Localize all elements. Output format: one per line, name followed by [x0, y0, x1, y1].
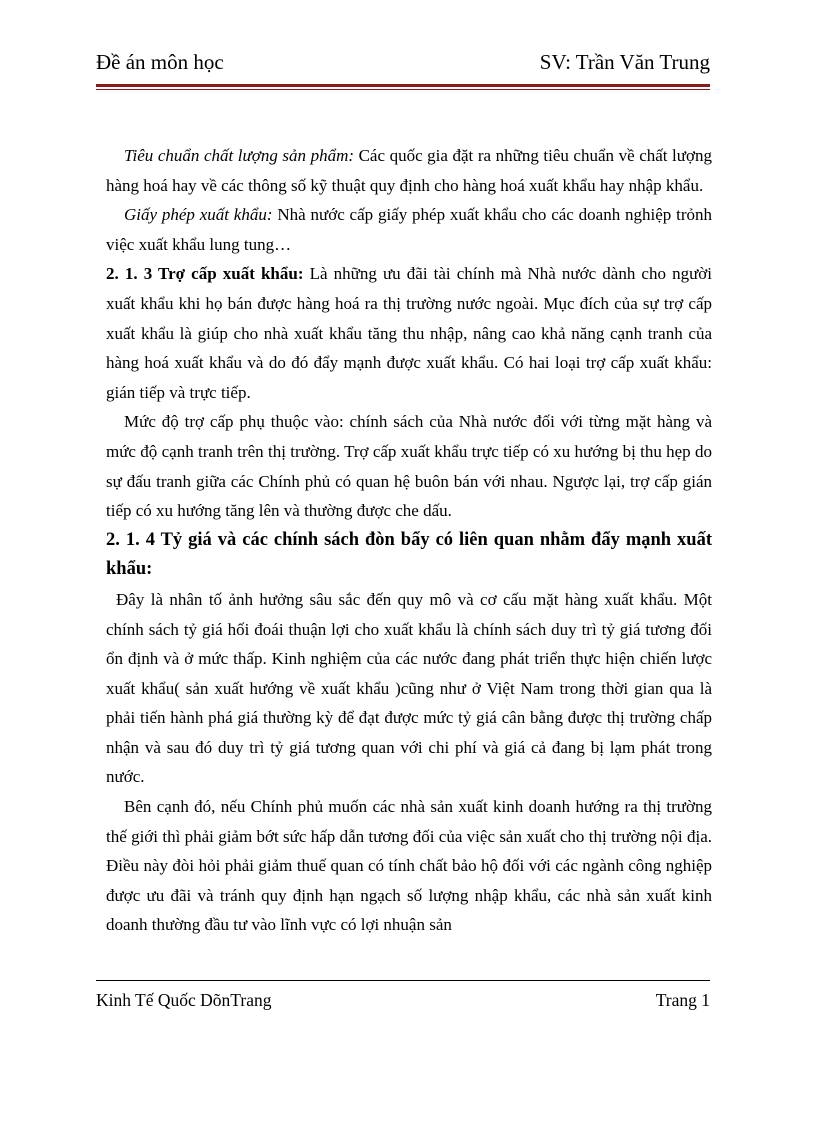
header-rule	[96, 84, 710, 91]
paragraph-text: Là những ưu đãi tài chính mà Nhà nước dành cho người xuất khẩu khi họ bán được hàng hoá ra thị trường nước ngoài. Mục đích của sự trợ cấp xuất khẩu là giúp cho nhà xuất khẩu tăng thu nhập, nâng cao khả năng cạnh tranh của hàng hoá xuất khẩu và do đó đẩy mạnh được xuất khẩu. Có hai loại trợ cấp xuất khẩu: gián tiếp và trực tiếp.	[106, 264, 712, 402]
footer-rule	[96, 980, 710, 981]
paragraph-export-license	[106, 200, 712, 259]
header-course-title: Đề án môn học	[96, 50, 224, 74]
paragraph-subsidy-level: Mức độ trợ cấp phụ thuộc vào: chính sách của Nhà nước đối với từng mặt hàng và mức độ cạnh tranh trên thị trường. Trợ cấp xuất khẩu trực tiếp có xu hướng bị thu hẹp do sự đấu tranh giữa các Chính phủ có quan hệ buôn bán với nhau. Ngược lại, trợ cấp gián tiếp có xu hướng tăng lên và thường được che dấu.	[106, 412, 712, 521]
paragraph-government-policy: Bên cạnh đó, nếu Chính phủ muốn các nhà sản xuất kinh doanh hướng ra thị trường thế giới thì phải giảm bớt sức hấp dẫn tương đối của việc sản xuất cho thị trường nội địa. Điều này đòi hỏi phải giảm thuế quan có tính chất bảo hộ đối với các ngành công nghiệp được ưu đãi và tránh quy định hạn ngạch số lượng nhập khẩu, các nhà sản xuất kinh doanh thường đầu tư vào lĩnh vực có lợi nhuận sản	[106, 797, 712, 935]
section-heading-2-1-4: 2. 1. 4 Tỷ giá và các chính sách đòn bẩy có liên quan nhằm đẩy mạnh xuất khẩu:	[106, 529, 712, 580]
footer-school: Kinh Tế Quốc DõnTrang	[96, 990, 272, 1010]
page-body	[106, 141, 712, 940]
paragraph-text: Nhà nước cấp giấy phép xuất khẩu cho các doanh nghiệp trỏnh việc xuất khẩu lung tung…	[106, 205, 713, 254]
paragraph-label: Tiêu chuẩn chất lượng sản phẩm:	[124, 146, 355, 165]
paragraph-exchange-rate: Đây là nhân tố ảnh hưởng sâu sắc đến quy mô và cơ cấu mặt hàng xuất khẩu. Một chính sách tỷ giá hối đoái thuận lợi cho xuất khẩu là chính sách duy trì tỷ giá tương đối ổn định và ở mức thấp. Kinh nghiệm của các nước đang phát triển thực hiện chiến lược xuất khẩu( sản xuất hướng về xuất khẩu )cũng như ở Việt Nam trong thời gian qua là phải tiến hành phá giá thường kỳ để đạt được mức tỷ giá cân bằng được thị trường chấp nhận và sau đó duy trì tỷ giá tương quan với chi phí và giá cả đang bị lạm phát trong nước.	[106, 589, 712, 787]
header-rule-thick	[96, 84, 710, 87]
paragraph-export-subsidy	[106, 259, 712, 407]
page-header	[96, 50, 710, 75]
header-rule-thin	[96, 89, 710, 90]
paragraph-text: Các quốc gia đặt ra những tiêu chuẩn về chất lượng hàng hoá hay về các thông số kỹ thuật quy định cho hàng hoá xuất khẩu hay nhập khẩu.	[106, 146, 712, 195]
section-heading-2-1-3: 2. 1. 3 Trợ cấp xuất khẩu:	[106, 264, 304, 284]
paragraph-quality-standards	[106, 141, 712, 200]
footer-page-number: Trang 1	[655, 990, 710, 1010]
page-footer	[96, 990, 710, 1011]
paragraph-label: Giấy phép xuất khẩu:	[124, 205, 273, 225]
header-student-name: SV: Trần Văn Trung	[539, 50, 710, 74]
